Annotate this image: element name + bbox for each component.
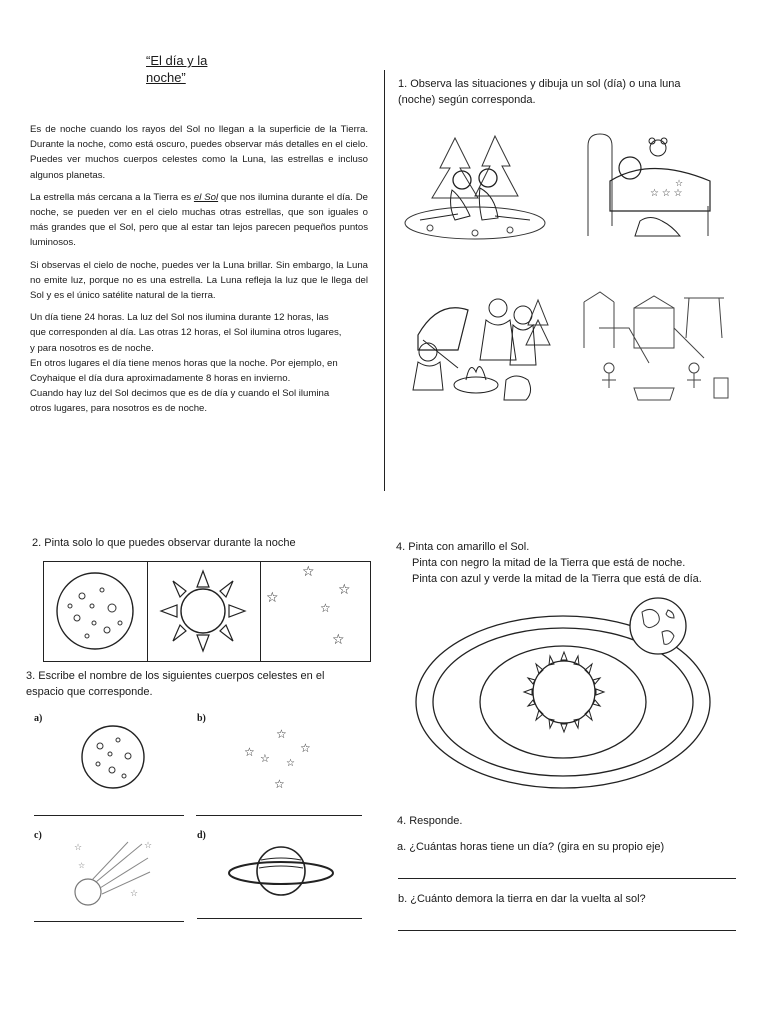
question-4-paint <box>396 539 702 587</box>
question-4-paint-line-3: Pinta con azul y verde la mitad de la Tierra que está de día. <box>412 573 702 585</box>
svg-text:☆ ☆ ☆: ☆ ☆ ☆ <box>650 188 683 199</box>
svg-text:☆: ☆ <box>286 758 295 769</box>
paragraph-4 <box>30 310 368 416</box>
inner-orbit <box>480 646 646 758</box>
title-line-2: noche” <box>146 70 186 85</box>
svg-text:☆: ☆ <box>274 777 285 791</box>
paragraph-2-end: que nos ilumina durante el día. De noche, se pueden ver en el cielo muchas otras estrellas, que son iguales o más grandes que el Sol, pero que al estar tan lejos parecen pequeños puntos luminosos. <box>30 191 369 249</box>
option-sun[interactable] <box>147 562 261 661</box>
question-3-line-1: 3. Escribe el nombre de los siguientes cuerpos celestes en el <box>26 670 325 682</box>
answer-line-b[interactable] <box>196 815 362 816</box>
night-options-row <box>43 561 371 662</box>
stars-icon <box>260 562 370 661</box>
svg-text:☆: ☆ <box>266 589 279 605</box>
question-3-line-2: espacio que corresponde. <box>26 686 153 698</box>
answer-line-c[interactable] <box>34 921 184 922</box>
question-1 <box>398 76 681 108</box>
question-2: 2. Pinta solo lo que puedes observar durante la noche <box>32 537 296 549</box>
paragraph-4-line-1: Un día tiene 24 horas. La luz del Sol nos ilumina durante 12 horas, las <box>30 312 329 324</box>
reading-text <box>30 122 368 417</box>
paragraph-2 <box>30 190 368 251</box>
sun-icon <box>153 565 253 657</box>
moon-icon <box>52 568 138 654</box>
answer-line-4b[interactable] <box>398 930 736 931</box>
sun-drawing <box>524 652 604 732</box>
question-1-line-2: (noche) según corresponda. <box>398 94 536 106</box>
svg-text:☆: ☆ <box>144 840 153 850</box>
label-d: d) <box>197 830 206 841</box>
moon-body-icon <box>78 722 148 792</box>
question-4a: a. ¿Cuántas horas tiene un día? (gira en su propio eje) <box>397 841 665 853</box>
scene-playground-image <box>574 288 732 410</box>
scene-campfire-image <box>398 280 558 410</box>
paragraph-2-emphasis: el Sol <box>193 191 219 203</box>
svg-text:☆: ☆ <box>74 842 83 852</box>
svg-text:☆: ☆ <box>78 861 86 870</box>
question-1-line-1: 1. Observa las situaciones y dibuja un sol (día) o una luna <box>398 78 681 90</box>
title-line-1: “El día y la <box>146 53 208 68</box>
svg-text:☆: ☆ <box>244 745 255 759</box>
svg-text:☆: ☆ <box>320 601 331 615</box>
answer-line-d[interactable] <box>197 918 362 919</box>
label-a: a) <box>34 713 43 724</box>
paragraph-4-line-3: y para nosotros es de noche. <box>30 342 154 354</box>
question-4b: b. ¿Cuánto demora la tierra en dar la vuelta al sol? <box>398 893 646 905</box>
question-3 <box>26 668 324 700</box>
scene-child-sleeping-image <box>580 126 722 244</box>
svg-text:☆: ☆ <box>302 563 315 579</box>
question-4-paint-line-2: Pinta con negro la mitad de la Tierra que está de noche. <box>412 557 686 569</box>
svg-text:☆: ☆ <box>276 727 287 741</box>
svg-text:☆: ☆ <box>130 888 139 898</box>
svg-text:☆: ☆ <box>332 631 345 647</box>
option-moon[interactable] <box>44 562 148 661</box>
paragraph-4-line-4: En otros lugares el día tiene menos horas que la noche. Por ejemplo, en <box>30 357 338 369</box>
question-4-paint-line-1: 4. Pinta con amarillo el Sol. <box>396 541 530 553</box>
earth-drawing <box>630 598 686 654</box>
paragraph-3: Si observas el cielo de noche, puedes ver la Luna brillar. Sin embargo, la Luna no emite luz, porque no es una estrella. La Luna refleja la luz que le llega del Sol y es el único satélite natural de la tierra. <box>30 259 368 302</box>
answer-line-a[interactable] <box>34 815 184 816</box>
question-4-respond-title: 4. Responde. <box>397 815 463 827</box>
column-divider <box>384 70 385 491</box>
svg-text:☆: ☆ <box>260 753 270 765</box>
label-c: c) <box>34 830 42 841</box>
worksheet-title <box>146 52 207 86</box>
answer-line-4a[interactable] <box>398 878 736 879</box>
svg-text:☆: ☆ <box>338 581 351 597</box>
paragraph-2-start: La estrella más cercana a la Tierra es <box>30 191 194 203</box>
scene-children-outdoors-image <box>400 128 550 243</box>
paragraph-4-line-2: que corresponden al día. Las otras 12 horas, el Sol ilumina otros lugares, <box>30 327 342 339</box>
svg-text:☆: ☆ <box>300 741 311 755</box>
option-stars[interactable] <box>260 562 370 661</box>
planet-saturn-icon <box>225 836 337 906</box>
solar-orbit-diagram <box>412 592 712 794</box>
svg-text:☆: ☆ <box>675 178 684 188</box>
paragraph-4-line-6: Cuando hay luz del Sol decimos que es de día y cuando el Sol ilumina <box>30 388 330 400</box>
constellation-icon <box>238 726 328 792</box>
label-b: b) <box>197 713 206 724</box>
paragraph-4-line-7: otros lugares, para nosotros es de noche. <box>30 403 208 415</box>
paragraph-4-line-5: Coyhaique el día dura aproximadamente 8 horas en invierno. <box>30 373 291 385</box>
paragraph-1: Es de noche cuando los rayos del Sol no llegan a la superficie de la Tierra. Durante la noche, como está oscuro, puedes observar más detalles en el cielo. Puedes ver muchos cuerpos celestes como la Luna, las estrellas e incluso algunos planetas. <box>30 124 368 181</box>
comet-icon <box>70 836 160 911</box>
